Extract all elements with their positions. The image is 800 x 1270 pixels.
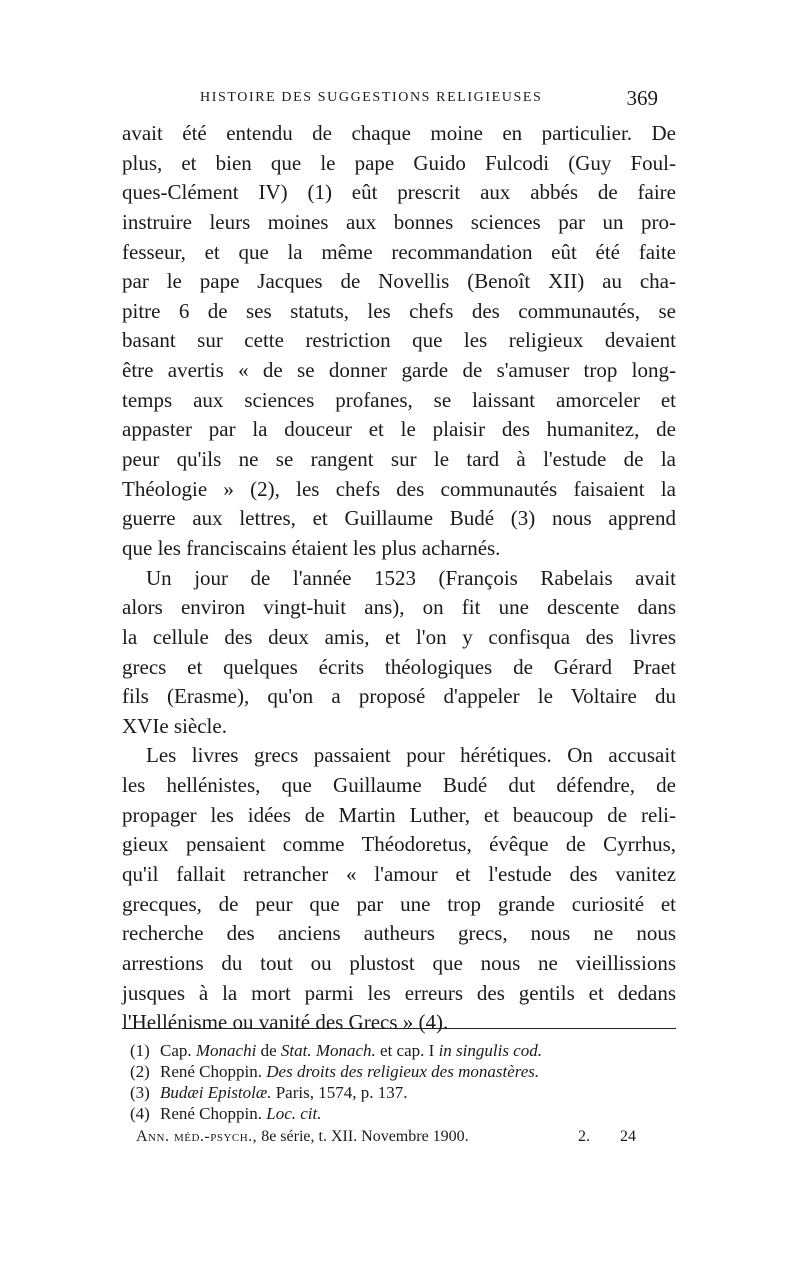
text-line: pitre 6 de ses statuts, les chefs des communautés, se bbox=[122, 298, 676, 323]
footnote-text: et cap. I bbox=[375, 1041, 439, 1060]
body-text bbox=[122, 119, 676, 1038]
volume-mark: 2. bbox=[578, 1128, 590, 1145]
footnote-italic: Budæi Epistolæ. bbox=[160, 1083, 272, 1102]
text-line: la cellule des deux amis, et l'on y confisqua des livres bbox=[122, 624, 676, 649]
footnote-text: René Choppin. bbox=[160, 1062, 267, 1081]
footnote-number: (2) bbox=[130, 1062, 150, 1081]
text-line: instruire leurs moines aux bonnes sciences par un pro- bbox=[122, 209, 676, 234]
footnote-number: (3) bbox=[130, 1083, 150, 1102]
running-title: HISTOIRE DES SUGGESTIONS RELIGIEUSES bbox=[200, 90, 543, 105]
text-line: propager les idées de Martin Luther, et beaucoup de reli- bbox=[122, 802, 676, 827]
text-line: que les franciscains étaient les plus acharnés. bbox=[122, 535, 501, 560]
text-line: grecs et quelques écrits théologiques de Gérard Praet bbox=[122, 654, 676, 679]
text-line: arrestions du tout ou plustost que nous ne vieillissions bbox=[122, 950, 676, 975]
text-line: recherche des anciens autheurs grecs, nous ne nous bbox=[122, 921, 676, 946]
footnote-italic: Loc. cit. bbox=[266, 1104, 322, 1123]
text-line: gieux pensaient comme Théodoretus, évêque de Cyrrhus, bbox=[122, 832, 676, 857]
footnote-number: (4) bbox=[130, 1104, 150, 1123]
text-line: l'Hellénisme ou vanité des Grecs » (4). bbox=[122, 1010, 449, 1035]
journal-issue: 8e série, t. XII. Novembre 1900. bbox=[257, 1128, 469, 1145]
footnote-italic: in singulis cod. bbox=[438, 1041, 542, 1060]
text-line: appaster par la douceur et le plaisir des humanitez, de bbox=[122, 417, 676, 442]
footnote-italic: Des droits des religieux des monastères. bbox=[266, 1062, 540, 1081]
footnote bbox=[130, 1082, 676, 1103]
printer-signature bbox=[136, 1128, 676, 1152]
text-line: temps aux sciences profanes, se laissant amorceler et bbox=[122, 387, 676, 412]
footnotes bbox=[130, 1040, 676, 1124]
text-line: ques-Clément IV) (1) eût prescrit aux abbés de faire bbox=[122, 180, 676, 205]
footnote-text: Paris, 1574, p. 137. bbox=[271, 1083, 408, 1102]
footnote-text: de bbox=[256, 1041, 281, 1060]
text-line: fesseur, et que la même recommandation eût été faite bbox=[122, 239, 676, 264]
text-line: alors environ vingt-huit ans), on fit une descente dans bbox=[122, 595, 676, 620]
footnote-italic: Monachi bbox=[195, 1041, 257, 1060]
footnote bbox=[130, 1040, 676, 1061]
text-line: être avertis « de se donner garde de s'amuser trop long- bbox=[122, 358, 676, 383]
text-line: XVIe siècle. bbox=[122, 713, 227, 738]
page-number: 369 bbox=[626, 86, 658, 110]
text-line: grecques, de peur que par une trop grande curiosité et bbox=[122, 891, 676, 916]
text-line: fils (Erasme), qu'on a proposé d'appeler le Voltaire du bbox=[122, 684, 676, 709]
journal-citation bbox=[136, 1128, 469, 1146]
footnote bbox=[130, 1103, 676, 1124]
text-line: jusques à la mort parmi les erreurs des gentils et dedans bbox=[122, 980, 676, 1005]
footnote-italic: Stat. Monach. bbox=[280, 1041, 376, 1060]
sheet-mark: 24 bbox=[620, 1128, 636, 1145]
text-line: qu'il fallait retrancher « l'amour et l'estude des vanitez bbox=[122, 862, 676, 887]
text-line: Un jour de l'année 1523 (François Rabelais avait bbox=[146, 565, 676, 590]
text-line: guerre aux lettres, et Guillaume Budé (3) nous apprend bbox=[122, 506, 676, 531]
text-line: plus, et bien que le pape Guido Fulcodi (Guy Foul- bbox=[122, 150, 676, 175]
footnote-divider bbox=[122, 1028, 676, 1029]
journal-name: Ann. méd.-psych., bbox=[136, 1128, 258, 1145]
footnote-number: (1) bbox=[130, 1041, 150, 1060]
text-line: par le pape Jacques de Novellis (Benoît XII) au cha- bbox=[122, 269, 676, 294]
text-line: Les livres grecs passaient pour hérétiques. On accusait bbox=[146, 743, 676, 768]
text-line: basant sur cette restriction que les religieux devaient bbox=[122, 328, 676, 353]
text-line: avait été entendu de chaque moine en particulier. De bbox=[122, 121, 676, 145]
text-line: peur qu'ils ne se rangent sur le tard à l'estude de la bbox=[122, 447, 676, 472]
footnote-text: René Choppin. bbox=[160, 1104, 267, 1123]
text-line: Théologie » (2), les chefs des communautés faisaient la bbox=[122, 476, 676, 501]
footnote-text: Cap. bbox=[160, 1041, 196, 1060]
footnote bbox=[130, 1061, 676, 1082]
page-header bbox=[200, 86, 658, 110]
text-line: les hellénistes, que Guillaume Budé dut défendre, de bbox=[122, 773, 676, 798]
